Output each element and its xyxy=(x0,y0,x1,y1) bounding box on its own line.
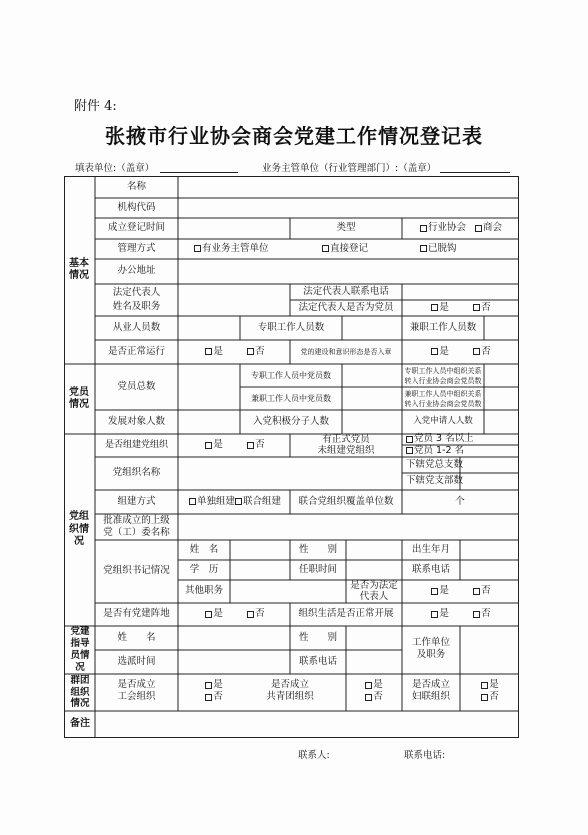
applicants-label: 入党申请人人数 xyxy=(413,416,473,427)
checkbox-label: 否 xyxy=(481,585,491,597)
women-yes-checkbox[interactable] xyxy=(481,680,499,691)
checkbox-label: 是 xyxy=(439,608,449,620)
union-yes xyxy=(194,680,234,691)
sec-other-label: 其他职务 xyxy=(184,585,223,597)
sec-legal-options xyxy=(404,580,518,603)
checkbox-icon xyxy=(205,694,212,701)
checkbox-icon xyxy=(431,348,438,355)
union-no xyxy=(194,692,234,703)
sec-edu-label: 学 历 xyxy=(189,563,219,575)
checkbox-icon xyxy=(205,611,212,618)
checkbox-icon xyxy=(481,694,488,701)
sec-legal-yes-checkbox[interactable] xyxy=(431,586,449,597)
guide-name-label: 姓 名 xyxy=(117,631,156,643)
checkbox-label: 行业协会 xyxy=(427,222,466,234)
checkbox-icon xyxy=(420,225,427,232)
mgmt-direct-checkbox[interactable] xyxy=(322,244,368,255)
section-guide-label: 党建指导员情况 xyxy=(70,626,90,673)
mgmt-label: 管理方式 xyxy=(117,242,156,254)
checkbox-icon xyxy=(205,442,212,449)
parttime-label: 兼职工作人员数 xyxy=(409,321,477,333)
legal-party-label: 法定代表人是否为党员 xyxy=(298,301,394,313)
checkbox-icon xyxy=(406,447,413,454)
approving-label-2: 党（工）委名称 xyxy=(103,527,170,539)
checkbox-icon xyxy=(473,611,480,618)
section-org-label: 党组织情况 xyxy=(69,511,89,548)
ideology-no-checkbox[interactable] xyxy=(473,347,491,358)
name-label: 名称 xyxy=(126,180,146,192)
sec-legal-label-1: 是否为法定 xyxy=(350,580,398,592)
checkbox-icon xyxy=(365,682,372,689)
guide-dispatch-label: 选派时间 xyxy=(117,655,156,667)
party-3plus-checkbox[interactable] xyxy=(406,434,474,445)
checkbox-label: 否 xyxy=(481,345,491,357)
joint-units-label: 联合党组织覆盖单位数 xyxy=(298,495,394,507)
checkbox-label: 否 xyxy=(255,345,265,357)
checkbox-label: 否 xyxy=(489,691,499,703)
position-label: 是否有党建阵地 xyxy=(103,608,170,620)
checkbox-label: 是 xyxy=(213,608,223,620)
legal-phone-label: 法定代表人联系电话 xyxy=(303,285,389,297)
fulltime-label: 专职工作人员数 xyxy=(257,321,325,333)
legal-rep-label-1: 法定代表人 xyxy=(112,286,161,298)
youth-label-2: 共青团组织 xyxy=(266,691,314,703)
checkbox-label: 是 xyxy=(489,679,499,691)
fill-unit-label: 填表单位:（盖章） xyxy=(75,163,155,174)
fulltime-transfer-label-2: 转入行业协会商会党员数 xyxy=(404,376,482,385)
checkbox-label: 是 xyxy=(373,679,383,691)
checkbox-icon xyxy=(473,588,480,595)
form-single-checkbox[interactable] xyxy=(189,497,235,508)
section-mass-label: 群团组织情况 xyxy=(70,674,90,710)
youth-yes xyxy=(354,680,394,691)
checkbox-icon xyxy=(431,588,438,595)
reg-time-label: 成立登记时间 xyxy=(107,222,165,234)
checkbox-icon xyxy=(205,348,212,355)
checkbox-icon xyxy=(189,498,196,505)
form-joint-checkbox[interactable] xyxy=(235,497,281,508)
checkbox-icon xyxy=(247,348,254,355)
staff-label: 从业人员数 xyxy=(112,321,161,333)
sec-phone-label: 联系电话 xyxy=(411,563,450,575)
secretary-label: 党组织书记情况 xyxy=(103,565,170,577)
youth-no xyxy=(354,692,394,703)
checkbox-label: 是 xyxy=(213,439,223,451)
checkbox-label: 是 xyxy=(213,345,223,357)
checkbox-label: 否 xyxy=(481,608,491,620)
women-label-1: 是否成立 xyxy=(411,679,450,691)
union-yes-checkbox[interactable] xyxy=(205,680,223,691)
checkbox-icon xyxy=(475,225,482,232)
life-label: 组织生活是否正常开展 xyxy=(298,608,394,620)
checkbox-label: 党员 3 名以上 xyxy=(414,433,474,445)
org-built-no-checkbox[interactable] xyxy=(247,440,265,451)
opt-3plus xyxy=(406,434,518,445)
section-members-label: 党员情况 xyxy=(69,386,89,410)
type-label: 类型 xyxy=(336,222,356,234)
checkbox-icon xyxy=(194,245,201,252)
life-yes-checkbox[interactable] xyxy=(431,609,449,620)
youth-label-1: 是否成立 xyxy=(270,679,309,691)
checkbox-icon xyxy=(247,442,254,449)
mgmt-decoupled-checkbox[interactable] xyxy=(420,244,457,255)
checkbox-icon xyxy=(322,245,329,252)
sec-birth-label: 出生年月 xyxy=(411,543,450,555)
org-built-label: 是否组建党组织 xyxy=(104,440,168,451)
type-chamber-checkbox[interactable] xyxy=(475,223,502,234)
supervisor-unit-label: 业务主管单位（行业管理部门）:（盖章） xyxy=(262,163,437,174)
position-no-checkbox[interactable] xyxy=(247,609,265,620)
org-code-label: 机构代码 xyxy=(117,201,156,213)
checkbox-icon xyxy=(406,436,413,443)
general-branch-label: 下辖党总支数 xyxy=(406,458,464,470)
contact-phone-label: 联系电话: xyxy=(404,750,446,761)
checkbox-label: 已脱钩 xyxy=(428,242,457,254)
ideology-options xyxy=(404,340,518,364)
formal-label-2: 未组建党组织 xyxy=(317,445,375,457)
women-no xyxy=(470,692,510,703)
parttime-transfer-label-1: 兼职工作人员中组织关系 xyxy=(404,389,482,398)
union-no-checkbox[interactable] xyxy=(205,692,223,703)
checkbox-label: 是 xyxy=(213,679,223,691)
attachment-label: 附件 4: xyxy=(74,99,117,114)
branches-label: 下辖党支部数 xyxy=(406,475,464,487)
checkbox-icon xyxy=(431,611,438,618)
unit-suffix-label: 个 xyxy=(455,495,465,507)
mgmt-opt1 xyxy=(194,239,314,259)
youth-yes-checkbox[interactable] xyxy=(365,680,383,691)
life-no-checkbox[interactable] xyxy=(473,609,491,620)
women-label-2: 妇联组织 xyxy=(411,691,450,703)
form-options xyxy=(180,490,290,514)
active-label: 入党积极分子人数 xyxy=(252,415,329,427)
member-total-label: 党员总数 xyxy=(117,380,156,392)
checkbox-label: 否 xyxy=(255,439,265,451)
checkbox-label: 否 xyxy=(373,691,383,703)
section-remark-label: 备注 xyxy=(70,718,90,730)
union-label-1: 是否成立 xyxy=(117,679,156,691)
sec-gender-label: 性 别 xyxy=(298,543,337,555)
mgmt-opt2 xyxy=(322,239,402,259)
fulltime-transfer-label-1: 专职工作人员中组织关系 xyxy=(404,366,482,375)
checkbox-label: 是 xyxy=(439,585,449,597)
section-basic-label: 基本情况 xyxy=(69,257,89,281)
normal-op-no-checkbox[interactable] xyxy=(247,347,265,358)
parttime-transfer-label-2: 转入行业协会商会党员数 xyxy=(404,399,482,408)
checkbox-label: 有业务主管单位 xyxy=(202,242,269,254)
org-built-options xyxy=(180,434,290,457)
women-yes xyxy=(470,680,510,691)
checkbox-icon xyxy=(247,611,254,618)
checkbox-label: 是 xyxy=(439,345,449,357)
checkbox-label: 否 xyxy=(481,301,491,313)
sec-legal-no-checkbox[interactable] xyxy=(473,586,491,597)
org-name-label: 党组织名称 xyxy=(112,467,161,479)
sec-term-label: 任职时间 xyxy=(298,563,337,575)
formal-label-1: 有正式党员 xyxy=(322,434,370,446)
ideology-yes-checkbox[interactable] xyxy=(431,347,449,358)
guide-work-label-1: 工作单位 xyxy=(411,637,450,649)
dev-label: 发展对象人数 xyxy=(107,415,165,427)
mgmt-opt3 xyxy=(420,239,500,259)
position-options xyxy=(180,603,290,626)
normal-op-label: 是否正常运行 xyxy=(107,345,165,357)
life-options xyxy=(404,603,518,626)
women-no-checkbox[interactable] xyxy=(481,692,499,703)
approving-label-1: 批准成立的上级 xyxy=(103,515,170,527)
normal-op-yes-checkbox[interactable] xyxy=(205,347,223,358)
sec-name-label: 姓 名 xyxy=(189,543,219,555)
address-label: 办公地址 xyxy=(117,265,156,277)
fulltime-party-label: 专职工作人员中党员数 xyxy=(251,370,331,380)
guide-gender-label: 性 别 xyxy=(298,631,337,643)
legal-party-yes-checkbox[interactable] xyxy=(431,303,449,314)
checkbox-icon xyxy=(431,304,438,311)
contact-label: 联系人: xyxy=(298,750,330,761)
type-options xyxy=(404,218,518,239)
sec-legal-label-2: 代表人 xyxy=(359,591,389,603)
checkbox-label: 党员 1-2 名 xyxy=(414,444,465,456)
checkbox-label: 联合组建 xyxy=(243,495,282,507)
checkbox-icon xyxy=(473,348,480,355)
legal-party-no-checkbox[interactable] xyxy=(473,303,491,314)
guide-phone-label: 联系电话 xyxy=(298,655,337,667)
position-yes-checkbox[interactable] xyxy=(205,609,223,620)
youth-no-checkbox[interactable] xyxy=(365,692,383,703)
form-label: 组建方式 xyxy=(117,495,156,507)
checkbox-icon xyxy=(420,245,427,252)
type-industry-checkbox[interactable] xyxy=(420,223,466,234)
checkbox-label: 否 xyxy=(213,691,223,703)
normal-op-options xyxy=(180,340,290,364)
legal-party-options xyxy=(404,300,518,316)
checkbox-label: 直接登记 xyxy=(330,242,369,254)
checkbox-label: 单独组建 xyxy=(196,495,235,507)
opt-1to2 xyxy=(406,445,518,457)
checkbox-icon xyxy=(235,498,242,505)
checkbox-icon xyxy=(481,682,488,689)
page-title: 张掖市行业协会商会党建工作情况登记表 xyxy=(105,124,483,148)
checkbox-label: 否 xyxy=(255,608,265,620)
legal-rep-label-2: 姓名及职务 xyxy=(112,300,161,312)
mgmt-supervisor-checkbox[interactable] xyxy=(194,244,269,255)
union-label-2: 工会组织 xyxy=(117,691,156,703)
org-built-yes-checkbox[interactable] xyxy=(205,440,223,451)
parttime-party-label: 兼职工作人员中党员数 xyxy=(251,393,331,403)
checkbox-icon xyxy=(205,682,212,689)
ideology-label: 党的建设和意识形态是否入章 xyxy=(300,347,392,356)
checkbox-icon xyxy=(365,694,372,701)
guide-work-label-2: 及职务 xyxy=(416,649,446,661)
checkbox-icon xyxy=(473,304,480,311)
checkbox-label: 是 xyxy=(439,301,449,313)
checkbox-label: 商会 xyxy=(483,222,503,234)
party-1to2-checkbox[interactable] xyxy=(406,446,464,457)
